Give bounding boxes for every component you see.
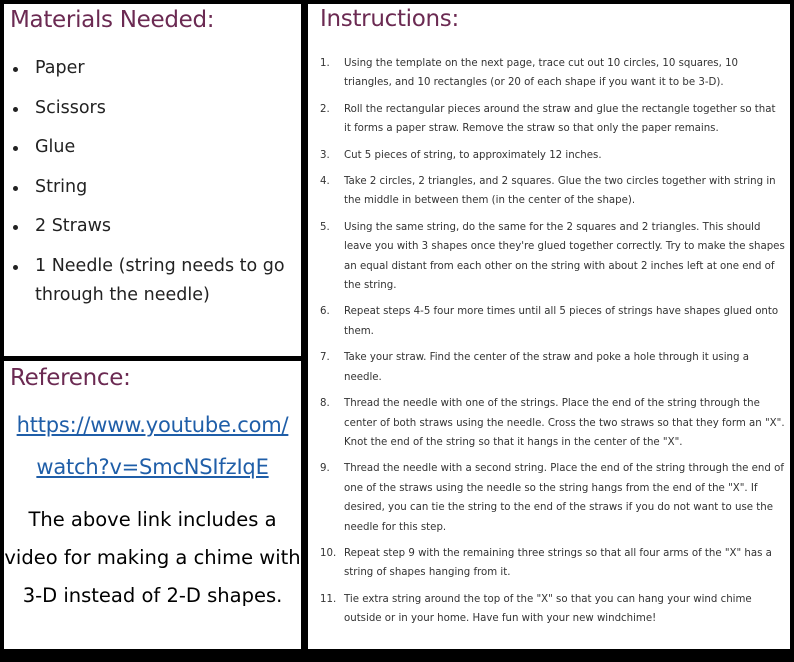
bullet-icon — [13, 186, 18, 191]
step-text: Repeat step 9 with the remaining three strings so that all four arms of the "X" has a string of shapes hanging from it. — [344, 547, 772, 579]
list-item: Scissors — [4, 94, 294, 123]
list-item: 1 Needle (string needs to go through the needle) — [4, 252, 294, 310]
reference-title: Reference: — [10, 365, 131, 391]
reference-link-line-1[interactable]: https://www.youtube.com/ — [16, 413, 289, 437]
instruction-step — [320, 218, 785, 296]
instruction-step — [320, 348, 785, 387]
list-item: Paper — [4, 54, 294, 83]
materials-title: Materials Needed: — [10, 7, 215, 33]
step-text: Take 2 circles, 2 triangles, and 2 squares. Glue the two circles together with string in the middle in between them (in the center of the shape). — [344, 176, 776, 207]
instruction-step — [320, 459, 785, 537]
instruction-step — [320, 544, 785, 583]
instructions-list — [320, 54, 785, 636]
step-number: 4. — [320, 176, 330, 188]
step-text: Tie extra string around the top of the "X" so that you can hang your wind chime outside or in your home. Have fun with your new windchime! — [344, 593, 752, 625]
step-number: 3. — [320, 149, 330, 161]
bullet-icon — [13, 107, 18, 112]
step-number: 8. — [320, 398, 330, 410]
reference-link-line-2[interactable]: watch?v=SmcNSIfzIqE — [36, 455, 269, 479]
list-item: String — [4, 173, 294, 202]
step-text: Roll the rectangular pieces around the straw and glue the rectangle together so that it forms a paper straw. Remove the straw so that only the paper remains. — [344, 103, 776, 135]
step-text: Thread the needle with one of the strings. Place the end of the string through the center of both straws using the needle. Cross the two straws so that they form an "X". Knot the end of the string so that it hangs in the center of the "X". — [344, 398, 785, 448]
step-text: Take your straw. Find the center of the straw and poke a hole through it using a needle. — [344, 352, 749, 383]
materials-panel — [4, 4, 301, 356]
reference-note: The above link includes a video for making a chime with 3-D instead of 2-D shapes. — [4, 508, 301, 607]
step-text: Cut 5 pieces of string, to approximately 12 inches. — [344, 149, 602, 161]
reference-panel — [4, 361, 301, 649]
step-number: 7. — [320, 352, 330, 364]
instruction-step — [320, 394, 785, 452]
step-number: 2. — [320, 103, 330, 115]
materials-list — [4, 54, 294, 320]
instruction-step — [320, 146, 785, 165]
step-number: 10. — [320, 547, 337, 559]
list-item: 2 Straws — [4, 212, 294, 241]
step-text: Thread the needle with a second string. Place the end of the string through the end of one of the straws using the needle so the string hangs from the end of the "X". If desired, you can tie the string to the end of the straws if you do not want to use the needle for this step. — [344, 463, 784, 533]
step-number: 5. — [320, 221, 330, 233]
instruction-step — [320, 54, 785, 93]
bullet-icon — [13, 225, 18, 230]
instruction-step — [320, 302, 785, 341]
step-text: Using the same string, do the same for the 2 squares and 2 triangles. This should leave you with 3 shapes once they're glued together correctly. Try to make the shapes an equal distant from each other on the string with about 2 inches left at one end of the string. — [344, 221, 785, 292]
step-number: 1. — [320, 58, 330, 69]
bullet-icon — [13, 67, 18, 72]
bullet-icon — [13, 146, 18, 151]
instruction-step — [320, 172, 785, 211]
bullet-icon — [13, 265, 18, 270]
step-text: Using the template on the next page, trace cut out 10 circles, 10 squares, 10 triangles, and 10 rectangles (or 20 of each shape if you want it to be 3-D). — [344, 58, 739, 89]
list-item: Glue — [4, 133, 294, 162]
instructions-panel — [308, 4, 790, 649]
step-number: 9. — [320, 463, 330, 475]
step-text: Repeat steps 4-5 four more times until all 5 pieces of strings have shapes glued onto them. — [344, 306, 779, 337]
instruction-step — [320, 100, 785, 139]
instruction-step — [320, 590, 785, 629]
step-number: 11. — [320, 593, 337, 605]
instructions-title: Instructions: — [320, 6, 459, 32]
step-number: 6. — [320, 306, 330, 318]
